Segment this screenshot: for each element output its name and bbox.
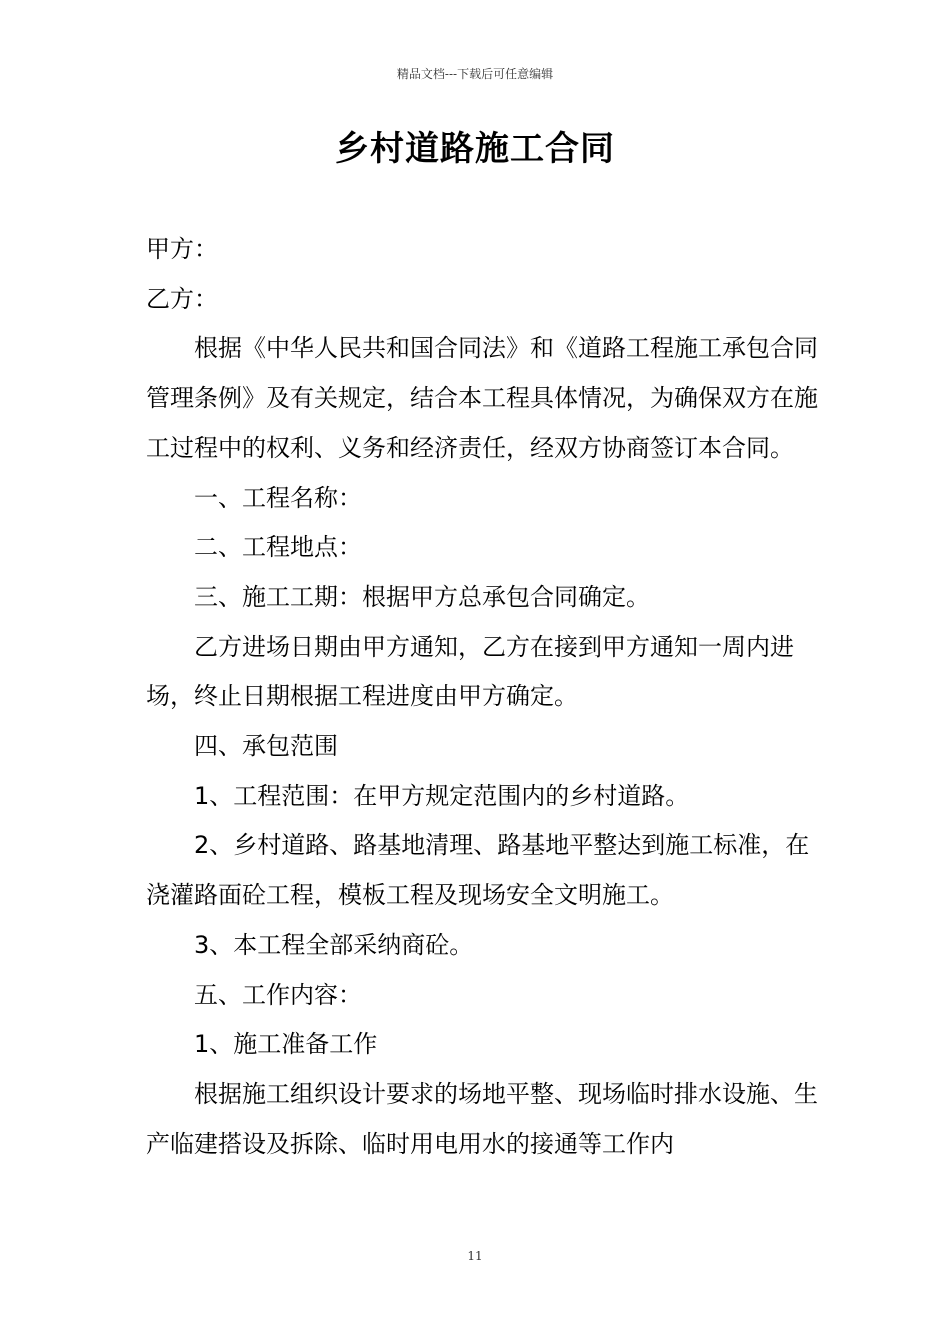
scope-item-1: 1、工程范围：在甲方规定范围内的乡村道路。 bbox=[194, 781, 690, 810]
scope-item-3: 3、本工程全部采纳商砼。 bbox=[194, 930, 474, 959]
scope-item-2: 2、乡村道路、路基地清理、路基地平整达到施工标准，在浇灌路面砼工程，模板工程及现场安全文明施工。 bbox=[146, 831, 810, 910]
section-project-location: 二、工程地点： bbox=[194, 533, 362, 562]
section-work-content: 五、工作内容： bbox=[194, 980, 362, 1009]
work-item-1: 1、施工准备工作 bbox=[194, 1030, 378, 1059]
section-project-name: 一、工程名称： bbox=[194, 483, 362, 512]
document-title: 乡村道路施工合同 bbox=[335, 129, 615, 169]
paragraph-preparation-details: 根据施工组织设计要求的场地平整、现场临时排水设施、生产临建搭设及拆除、临时用电用水的接通等工作内 bbox=[146, 1079, 818, 1158]
section-construction-period: 三、施工工期：根据甲方总承包合同确定。 bbox=[194, 582, 650, 611]
section-contract-scope: 四、承包范围 bbox=[194, 732, 338, 761]
page-number: 11 bbox=[467, 1249, 483, 1263]
preamble-paragraph: 根据《中华人民共和国合同法》和《道路工程施工承包合同管理条例》及有关规定，结合本工程具体情况，为确保双方在施工过程中的权利、义务和经济责任，经双方协商签订本合同。 bbox=[146, 334, 818, 462]
document-body bbox=[146, 225, 822, 1169]
party-b-line: 乙方： bbox=[146, 284, 218, 313]
page-header: 精品文档---下载后可任意编辑 bbox=[396, 67, 554, 81]
paragraph-entry-date: 乙方进场日期由甲方通知，乙方在接到甲方通知一周内进场，终止日期根据工程进度由甲方确定。 bbox=[146, 632, 794, 711]
party-a-line: 甲方： bbox=[146, 235, 218, 263]
